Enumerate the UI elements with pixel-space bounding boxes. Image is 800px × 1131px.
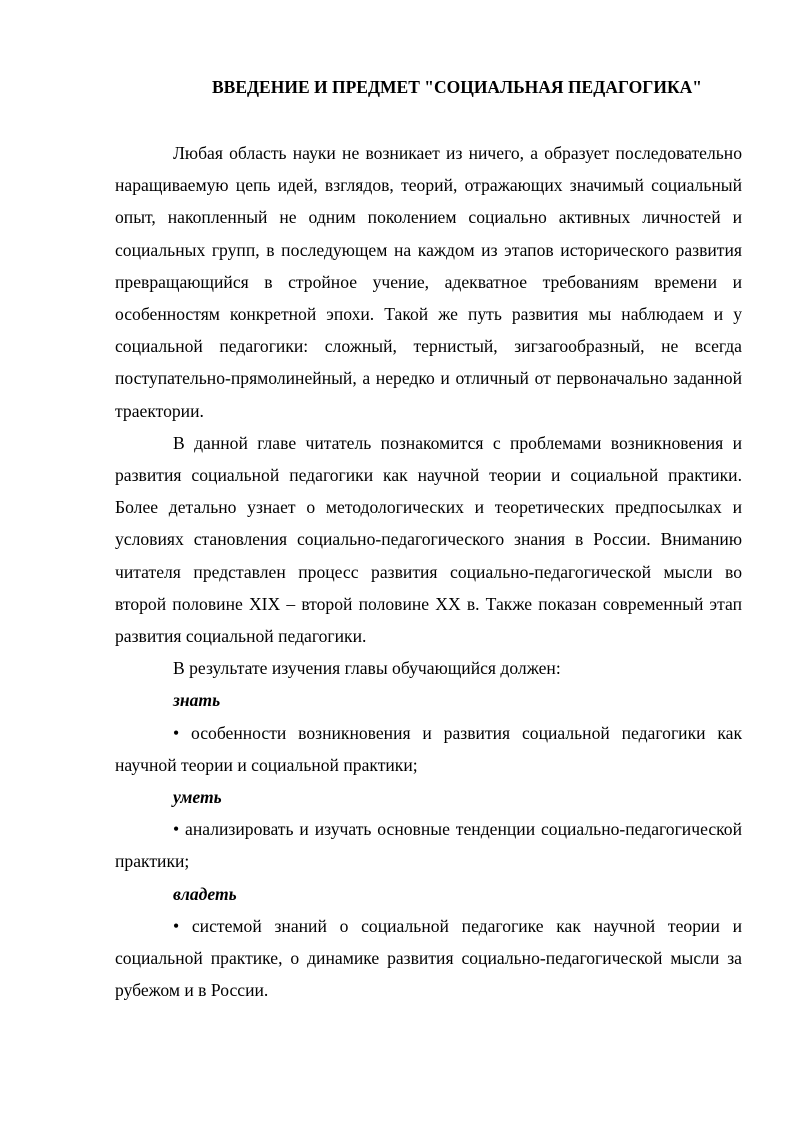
paragraph-chapter-overview: В данной главе читатель познакомится с проблемами возникновения и развития социальной педагогики как научной теории и социальной практики. Более детально узнает о методологических и теоретических предпосылках и условиях становления социально-педагогического знания в России. Вниманию читателя представлен процесс развития социально-педагогической мысли во второй половине XIX – второй половине XX в. Также показан современный этап развития социальной педагогики. (115, 432, 742, 647)
learning-outcomes-intro: В результате изучения главы обучающийся должен: (173, 658, 561, 679)
know-list-item: • особенности возникновения и развития социальной педагогики как научной теории и социальной практики; (115, 722, 742, 775)
know-heading: знать (173, 690, 221, 711)
master-list-item: • системой знаний о социальной педагогике как научной теории и социальной практике, о динамике развития социально-педагогической мысли за рубежом и в России. (115, 915, 742, 1001)
able-list-item: • анализировать и изучать основные тенденции социально-педагогической практики; (115, 819, 742, 872)
page-title: ВВЕДЕНИЕ И ПРЕДМЕТ "СОЦИАЛЬНАЯ ПЕДАГОГИКА" (212, 77, 702, 97)
master-heading: владеть (173, 883, 237, 904)
able-heading: уметь (173, 787, 222, 808)
paragraph-intro-history: Любая область науки не возникает из ничего, а образует последовательно наращиваемую цепь идей, взглядов, теорий, отражающих значимый социальный опыт, накопленный не одним поколением социально активных личностей и социальных групп, в последующем на каждом из этапов исторического развития превращающийся в стройное учение, адекватное требованиям времени и особенностям конкретной эпохи. Такой же путь развития мы наблюдаем и у социальной педагогики: сложный, тернистый, зигзагообразный, не всегда поступательно-прямолинейный, а нередко и отличный от первоначально заданной траектории. (115, 143, 742, 421)
document-body (115, 137, 742, 1006)
